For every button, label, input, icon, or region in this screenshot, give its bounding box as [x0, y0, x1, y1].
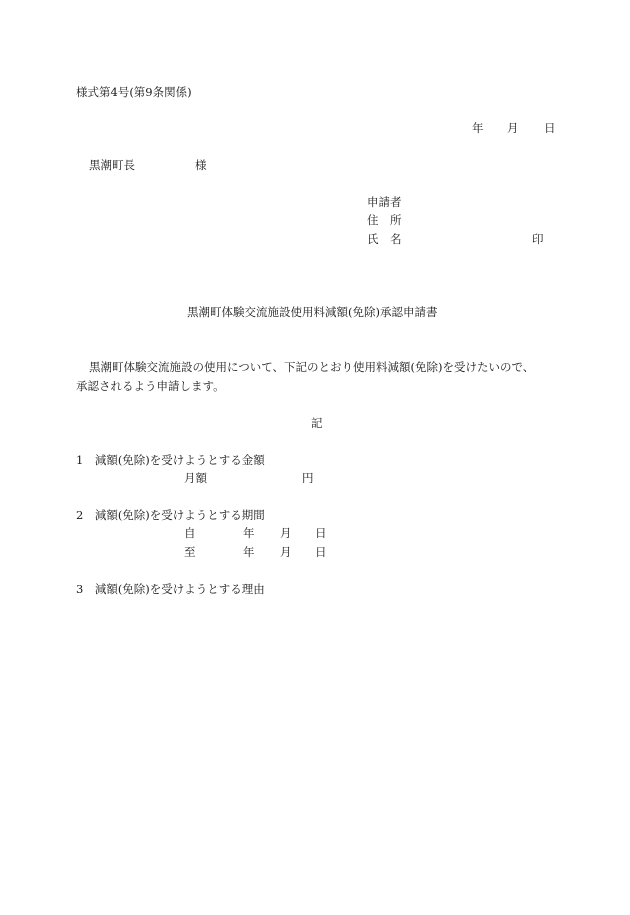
item1-label: 1 減額(免除)を受けようとする金額	[76, 453, 265, 467]
applicant-label: 申請者	[367, 195, 402, 209]
addressee-name: 黒潮町長	[89, 158, 135, 172]
item2-from-year: 年	[243, 526, 255, 540]
item2-to-month: 月	[280, 545, 292, 559]
item3-label: 3 減額(免除)を受けようとする理由	[76, 582, 265, 596]
item2-from-day: 日	[315, 526, 327, 540]
item2-to-label: 至	[184, 545, 196, 559]
item1-monthly-label: 月額	[184, 471, 207, 485]
applicant-address-label: 住 所	[367, 213, 402, 227]
item2-to-year: 年	[243, 545, 255, 559]
form-number: 様式第4号(第9条関係)	[76, 85, 192, 99]
date-month-label: 月	[507, 121, 519, 135]
item2-label: 2 減額(免除)を受けようとする期間	[76, 508, 265, 522]
item2-from-label: 自	[184, 526, 196, 540]
item2-to-day: 日	[315, 545, 327, 559]
item2-from-month: 月	[280, 526, 292, 540]
seal-label: 印	[532, 232, 544, 246]
body-text-line1: 黒潮町体験交流施設の使用について、下記のとおり使用料減額(免除)を受けたいので、	[89, 360, 535, 374]
ki-heading: 記	[311, 416, 323, 430]
body-text-line2: 承認されるよう申請します。	[76, 379, 225, 393]
document-title: 黒潮町体験交流施設使用料減額(免除)承認申請書	[187, 305, 438, 319]
item1-yen-label: 円	[302, 471, 314, 485]
addressee-honorific: 様	[195, 158, 207, 172]
date-year-label: 年	[472, 121, 484, 135]
date-day-label: 日	[544, 121, 556, 135]
applicant-name-label: 氏 名	[367, 232, 402, 246]
